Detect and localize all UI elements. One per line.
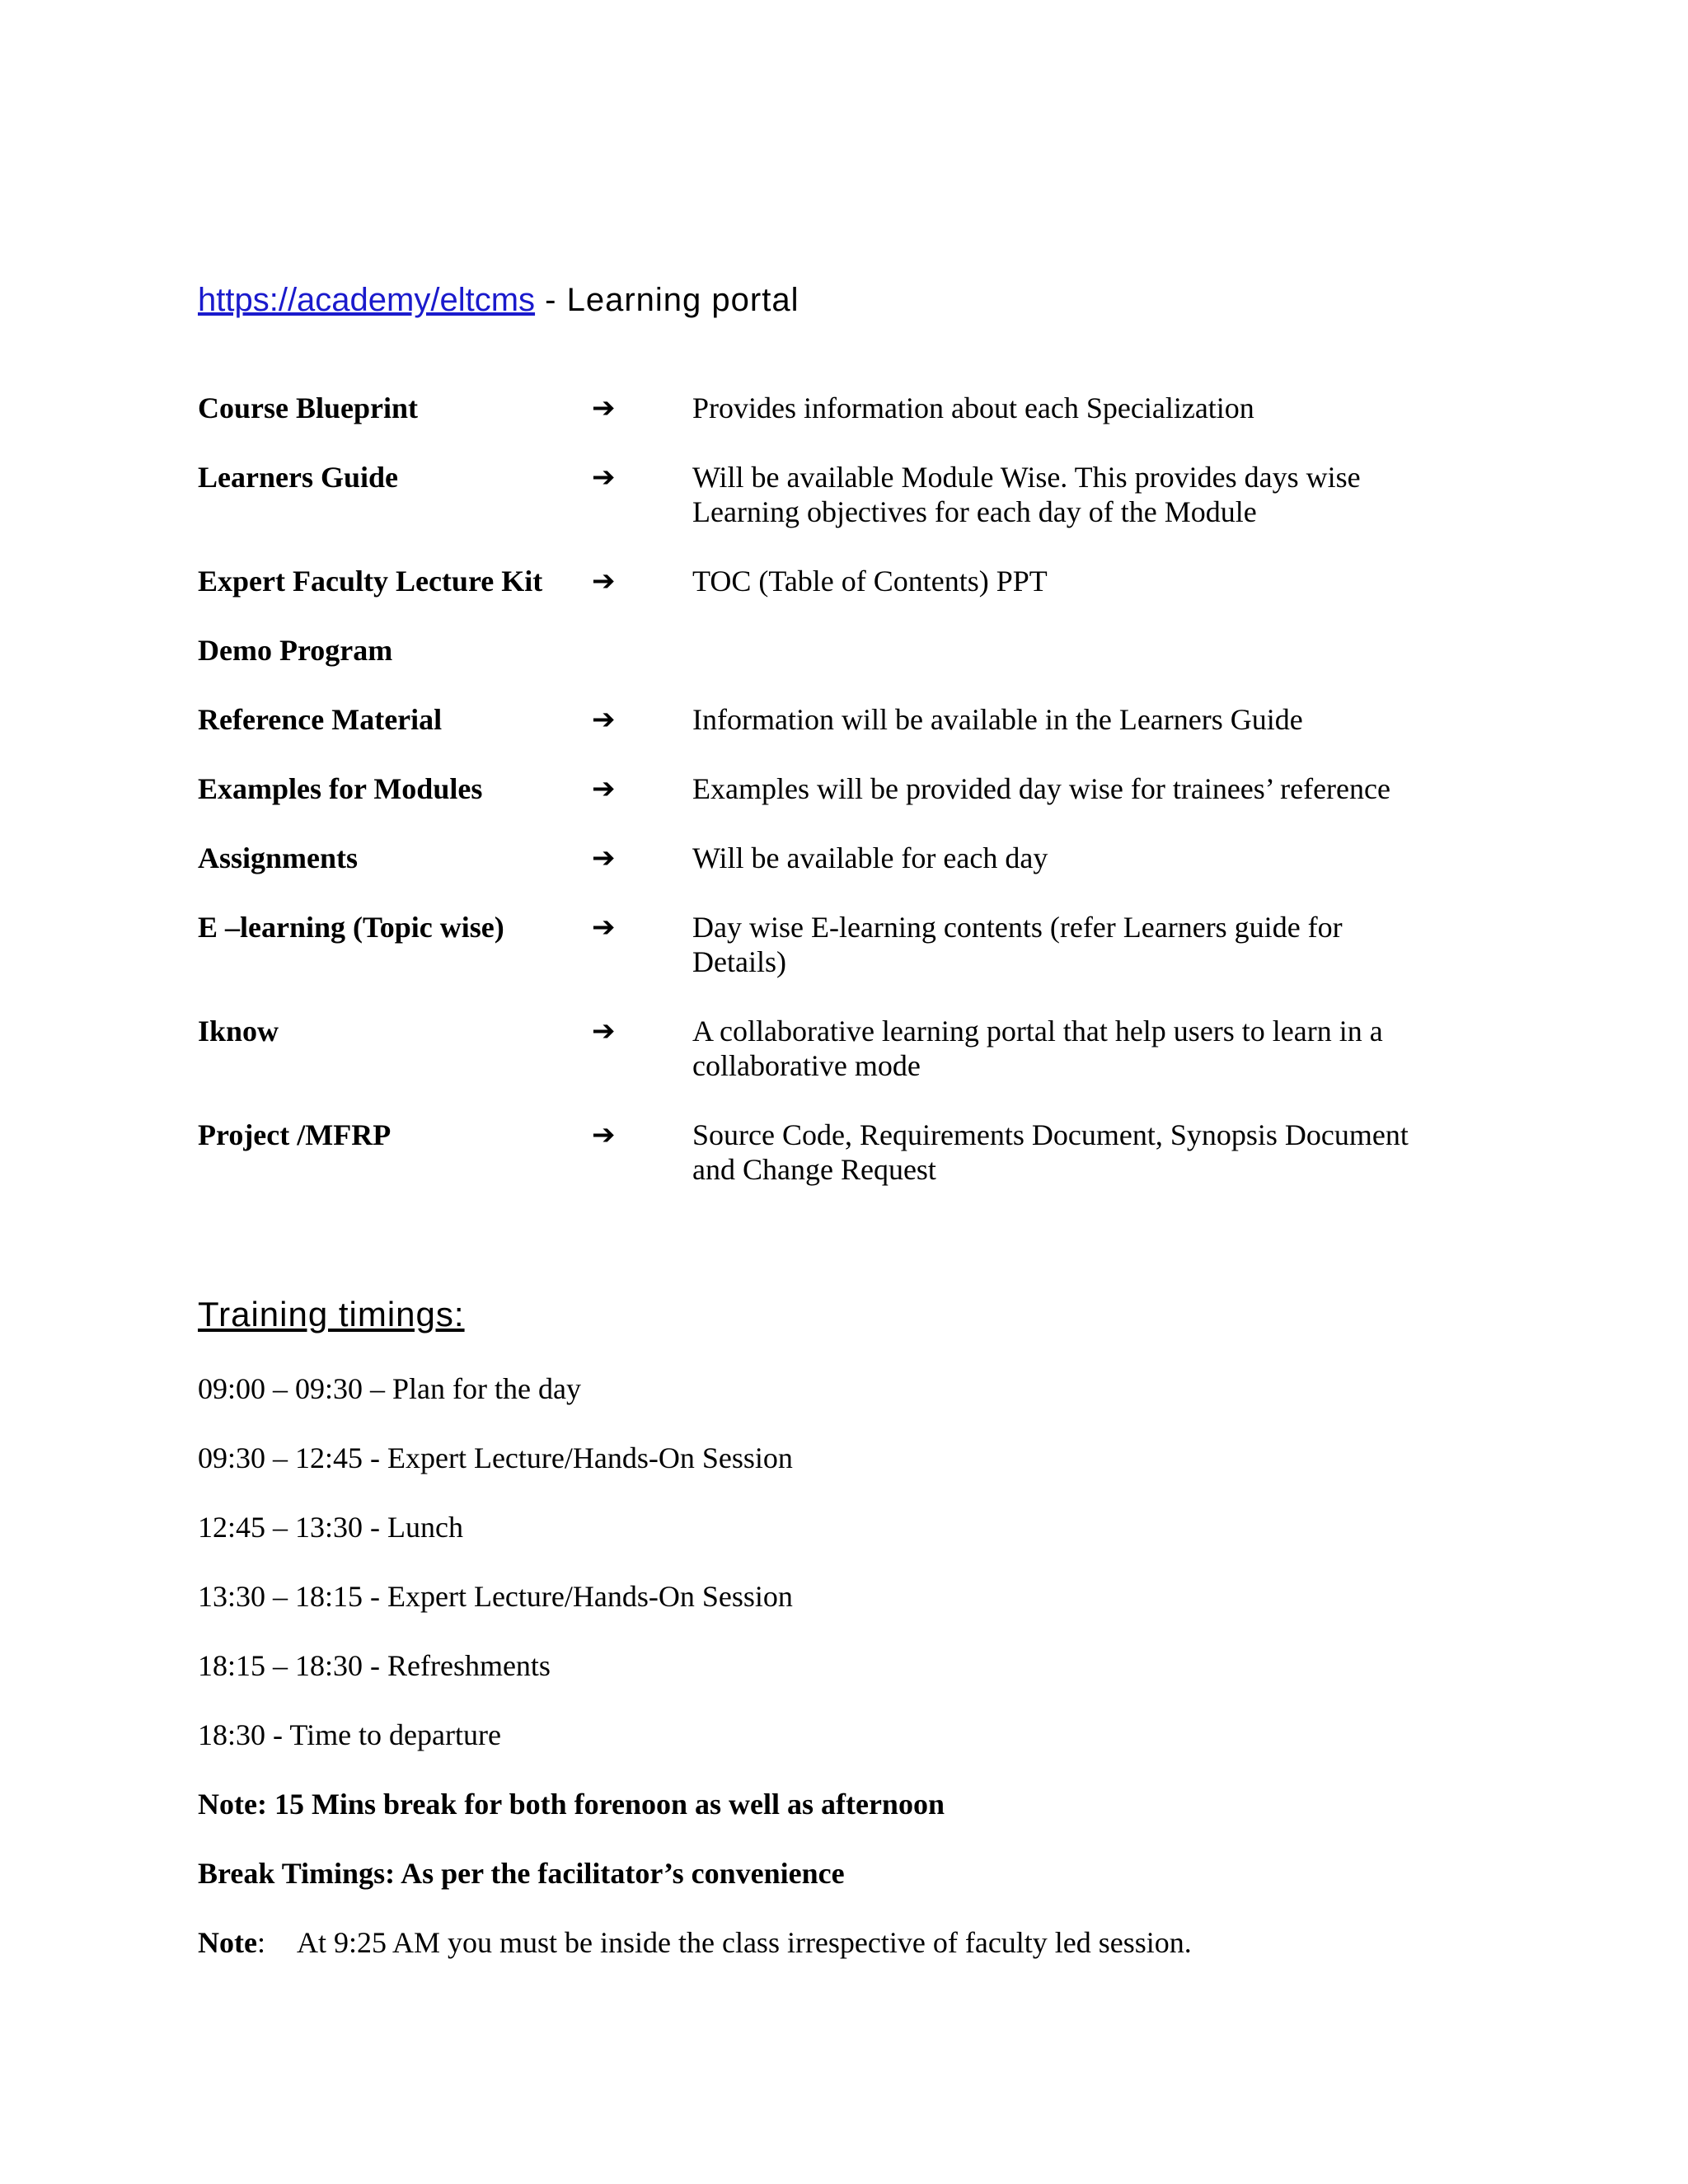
schedule-item: 18:15 – 18:30 - Refreshments: [198, 1649, 551, 1682]
schedule-item: 12:45 – 13:30 - Lunch: [198, 1511, 463, 1544]
resource-description: Source Code, Requirements Document, Synopsis Document and Change Request: [692, 1118, 1409, 1186]
portal-header: [198, 280, 799, 320]
resource-row: [198, 460, 1484, 529]
right-arrow-icon: ➔: [592, 1015, 616, 1047]
resource-label: Reference Material: [198, 703, 443, 736]
resource-row: [198, 910, 1484, 979]
schedule-item: 18:30 - Time to departure: [198, 1718, 501, 1751]
resource-label: Expert Faculty Lecture Kit: [198, 565, 543, 598]
resource-row: [198, 841, 1484, 875]
resource-description: Examples will be provided day wise for trainees’ reference: [692, 772, 1390, 805]
resource-description: A collaborative learning portal that help users to learn in a collaborative mode: [692, 1015, 1383, 1082]
right-arrow-icon: ➔: [592, 703, 616, 736]
note-label: Note: [198, 1926, 257, 1959]
training-timings: [198, 1371, 1484, 1994]
resource-description: Day wise E-learning contents (refer Learners guide for Details): [692, 911, 1343, 978]
right-arrow-icon: ➔: [592, 911, 616, 944]
break-timings: Break Timings: As per the facilitator’s convenience: [198, 1857, 845, 1890]
portal-title: - Learning portal: [535, 282, 799, 318]
resource-description: Provides information about each Specialization: [692, 391, 1254, 424]
resource-description: Will be available for each day: [692, 841, 1048, 874]
resource-label: Learners Guide: [198, 461, 398, 494]
resource-list: [198, 391, 1484, 1221]
resource-row: [198, 702, 1484, 737]
resource-description: Will be available Module Wise. This provides days wise Learning objectives for each day of the Module: [692, 461, 1361, 528]
right-arrow-icon: ➔: [592, 772, 616, 805]
resource-row: [198, 633, 1484, 668]
right-arrow-icon: ➔: [592, 461, 616, 494]
resource-label: Assignments: [198, 841, 359, 874]
right-arrow-icon: ➔: [592, 841, 616, 874]
resource-label: Course Blueprint: [198, 391, 419, 424]
note-text: At 9:25 AM you must be inside the class irrespective of faculty led session.: [296, 1926, 1192, 1959]
right-arrow-icon: ➔: [592, 391, 616, 424]
break-note: Note: 15 Mins break for both forenoon as well as afternoon: [198, 1788, 945, 1821]
schedule-item: 13:30 – 18:15 - Expert Lecture/Hands-On Session: [198, 1580, 793, 1613]
resource-description: Information will be available in the Learners Guide: [692, 703, 1303, 736]
resource-row: [198, 771, 1484, 806]
portal-link[interactable]: https://academy/eltcms: [198, 282, 536, 318]
resource-label: Project /MFRP: [198, 1118, 392, 1151]
resource-row: [198, 1118, 1484, 1187]
arrival-note: [198, 1925, 1484, 1960]
resource-row: [198, 1014, 1484, 1083]
resource-label: Iknow: [198, 1015, 279, 1047]
resource-description: TOC (Table of Contents) PPT: [692, 565, 1048, 598]
resource-label: E –learning (Topic wise): [198, 911, 504, 944]
resource-row: [198, 564, 1484, 598]
note-colon: :: [256, 1926, 265, 1959]
resource-label: Examples for Modules: [198, 772, 483, 805]
schedule-item: 09:30 – 12:45 - Expert Lecture/Hands-On Session: [198, 1441, 793, 1474]
resource-label: Demo Program: [198, 634, 393, 667]
right-arrow-icon: ➔: [592, 1118, 616, 1151]
schedule-item: 09:00 – 09:30 – Plan for the day: [198, 1372, 581, 1405]
right-arrow-icon: ➔: [592, 565, 616, 598]
training-timings-heading: Training timings:: [198, 1295, 465, 1333]
resource-row: [198, 391, 1484, 425]
